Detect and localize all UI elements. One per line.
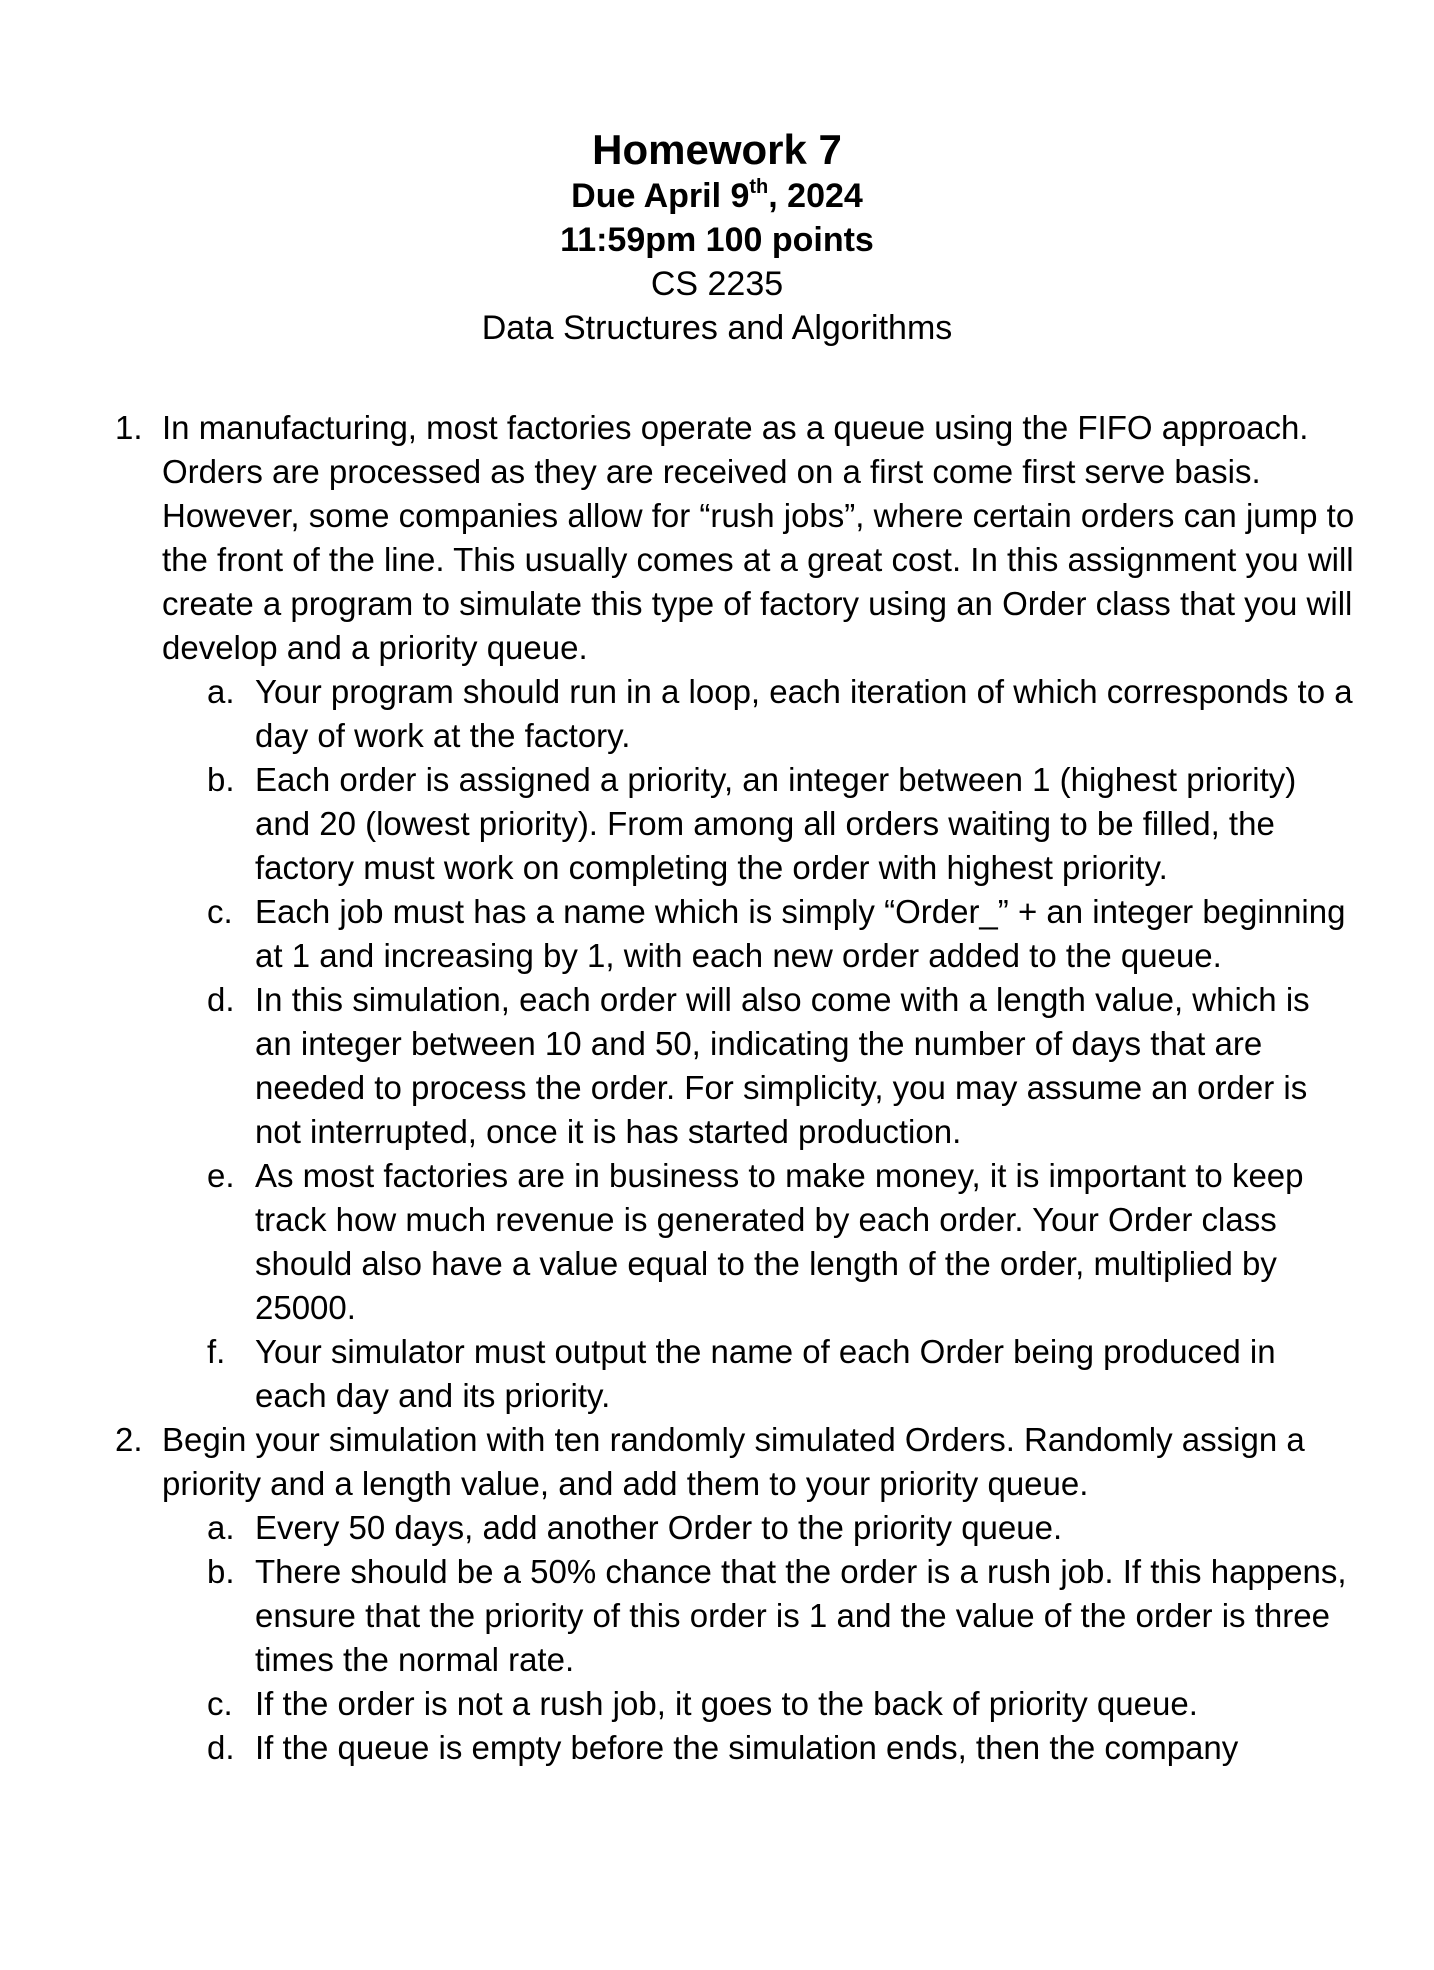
sub-item-letter: e. [207,1157,235,1194]
sub-item-2c [0,1682,1355,1726]
sub-item-text: Each job must has a name which is simply “Order_” + an integer beginning at 1 and increasing by 1, with each new order added to the queue. [255,893,1346,974]
document-header [0,126,1434,350]
sub-item-2b [0,1550,1355,1682]
list-item-text: In manufacturing, most factories operate as a queue using the FIFO approach. Orders are processed as they are received on a first come first serve basis. However, some companies allow for “rush jobs”, where certain orders can jump to the front of the line. This usually comes at a great cost. In this assignment you will create a program to simulate this type of factory using an Order class that you will develop and a priority queue. [162,409,1355,666]
sub-item-text: If the order is not a rush job, it goes to the back of priority queue. [255,1685,1198,1722]
sub-item-letter: b. [207,761,235,798]
sub-item-letter: a. [207,1509,235,1546]
due-date-year: , 2024 [768,177,863,215]
sub-item-1e [0,1154,1355,1330]
sub-item-1a [0,670,1355,758]
list-item-1 [0,406,1362,670]
sub-item-letter: c. [207,893,233,930]
sub-item-letter: a. [207,673,235,710]
sub-item-text: Your simulator must output the name of each Order being produced in each day and its priority. [255,1333,1276,1414]
list-number: 1. [115,409,143,446]
sub-item-letter: f. [207,1333,226,1370]
course-code: CS 2235 [650,265,784,303]
due-time-points: 11:59pm 100 points [560,221,874,259]
sub-item-letter: b. [207,1553,235,1590]
sub-item-1b [0,758,1355,890]
sub-item-letter: c. [207,1685,233,1722]
due-date-ordinal: th [749,176,769,198]
sub-item-2d [0,1726,1355,1770]
due-date-prefix: Due April 9 [571,177,750,215]
sub-item-text: Your program should run in a loop, each iteration of which corresponds to a day of work at the factory. [255,673,1353,754]
sub-item-text: Every 50 days, add another Order to the priority queue. [255,1509,1063,1546]
sub-item-1c [0,890,1355,978]
sub-item-1f [0,1330,1355,1418]
sub-item-1d [0,978,1355,1154]
due-date [0,174,1434,218]
sub-item-text: As most factories are in business to make money, it is important to keep track how much revenue is generated by each order. Your Order class should also have a value equal to the length of the order, multiplied by 25000. [255,1157,1304,1326]
sub-item-text: If the queue is empty before the simulation ends, then the company [255,1729,1239,1766]
homework-title: Homework 7 [592,126,842,173]
sub-item-text: In this simulation, each order will also come with a length value, which is an integer between 10 and 50, indicating the number of days that are needed to process the order. For simplicity, you may assume an order is not interrupted, once it is has started production. [255,981,1310,1150]
sub-item-text: Each order is assigned a priority, an integer between 1 (highest priority) and 20 (lowest priority). From among all orders waiting to be filled, the factory must work on completing the order with highest priority. [255,761,1297,886]
list-item-text: Begin your simulation with ten randomly simulated Orders. Randomly assign a priority and a length value, and add them to your priority queue. [162,1421,1305,1502]
sub-item-letter: d. [207,1729,235,1766]
list-item-2 [0,1418,1362,1506]
sub-item-2a [0,1506,1355,1550]
assignment-content [0,406,1434,1770]
list-number: 2. [115,1421,143,1458]
course-title: Data Structures and Algorithms [481,309,953,347]
sub-item-text: There should be a 50% chance that the order is a rush job. If this happens, ensure that the priority of this order is 1 and the value of the order is three times the normal rate. [255,1553,1347,1678]
sub-item-letter: d. [207,981,235,1018]
